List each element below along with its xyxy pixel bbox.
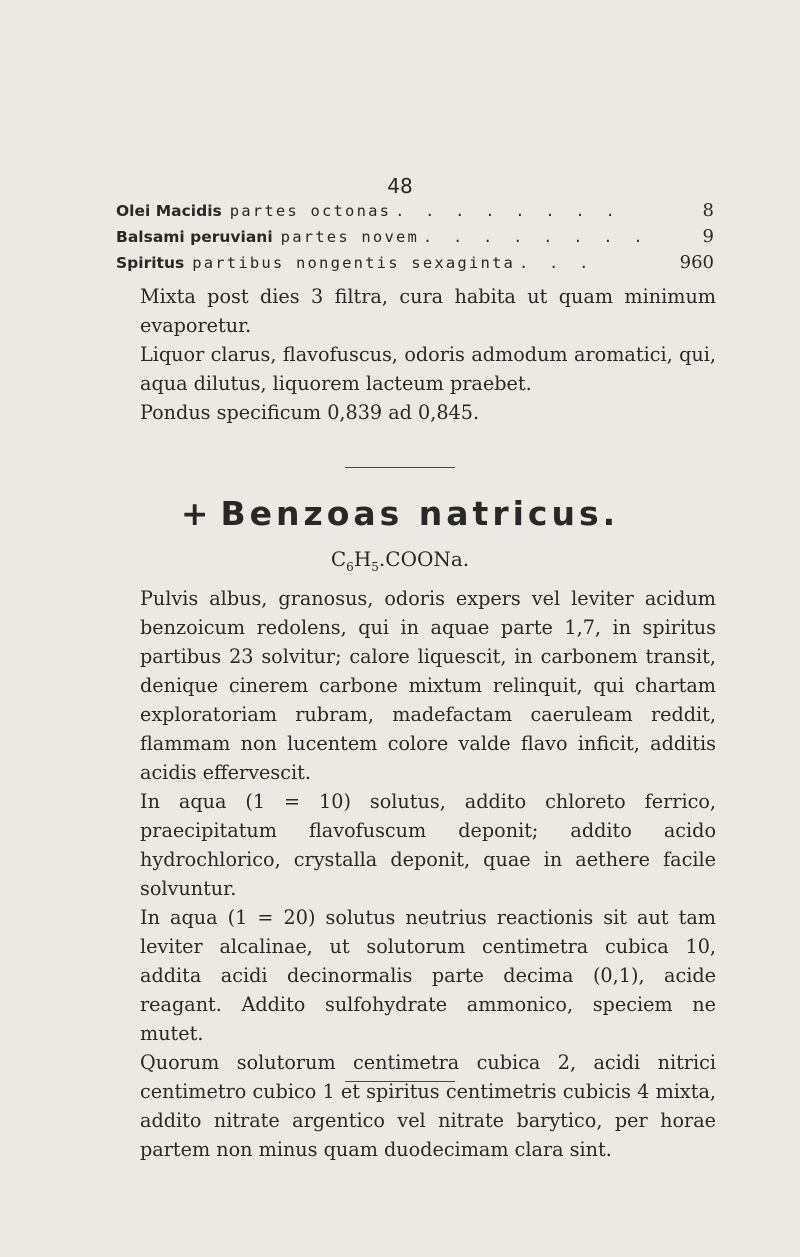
- paragraph: Pondus specificum 0,839 ad 0,845.: [140, 401, 480, 424]
- formula-element: C: [330, 547, 347, 571]
- ingredient-quantity-text: partibus nongentis sexaginta: [192, 254, 516, 272]
- paragraph: Quorum solutorum centimetra cubica 2, acidi nitrici centimetro cubico 1 et spiritus centimetris cubicis 4 mixta, addito nitrate argentico vel nitrate barytico, per horae partem non minus quam duodecimam clara sint.: [140, 1051, 716, 1161]
- formula-rest: .COONa.: [378, 547, 470, 571]
- recipe-line: [116, 200, 714, 226]
- ingredient-name: Olei Macidis: [116, 202, 222, 220]
- paragraph: Mixta post dies 3 filtra, cura habita ut quam minimum evaporetur.: [140, 285, 716, 337]
- section-heading: [0, 494, 800, 533]
- paragraph: Liquor clarus, flavofuscus, odoris admodum aromatici, qui, aqua dilutus, liquorem lacteum praebet.: [140, 343, 716, 395]
- section-divider: [345, 467, 455, 468]
- chemical-formula: [0, 547, 800, 574]
- paragraph: Pulvis albus, granosus, odoris expers vel leviter acidum benzoicum redolens, qui in aquae parte 1,7, in spiritus partibus 23 solvitur; calore liquescit, in carbonem transit, denique cinerem carbone mixtum relinquit, qui chartam exploratoriam rubram, madefactam caeruleam reddit, flammam non lucentem colore valde flavo inficit, additis acidis effervescit.: [140, 587, 716, 784]
- paragraph: In aqua (1 = 10) solutus, addito chloreto ferrico, praecipitatum flavofuscum deponit; addito acido hydrochlorico, crystalla deponit, quae in aethere facile solvuntur.: [140, 790, 716, 900]
- section-divider: [345, 1081, 455, 1082]
- paragraph: In aqua (1 = 20) solutus neutrius reactionis sit aut tam leviter alcalinae, ut solutorum centimetra cubica 10, addita acidi decinormalis parte decima (0,1), acide reagant. Addito sulfohydrate ammonico, speciem ne mutet.: [140, 906, 716, 1045]
- ingredient-amount: 9: [702, 226, 714, 247]
- ingredient-amount: 8: [702, 200, 714, 221]
- cross-mark-icon: +: [180, 494, 209, 533]
- dot-leader: . . . . . . . .: [423, 228, 649, 246]
- formula-element: H: [353, 547, 372, 571]
- section-title: Benzoas natricus.: [220, 494, 620, 533]
- ingredient-amount: 960: [679, 252, 714, 273]
- recipe-list: [116, 200, 714, 278]
- preparation-text: [116, 282, 716, 427]
- dot-leader: . . .: [519, 254, 595, 272]
- formula-subscript: 5: [371, 560, 379, 574]
- recipe-line: [116, 252, 714, 278]
- page-number: 48: [387, 174, 413, 198]
- ingredient-quantity-text: partes octonas: [229, 202, 392, 220]
- ingredient-name: Spiritus: [116, 254, 185, 272]
- formula-subscript: 6: [346, 560, 354, 574]
- dot-leader: . . . . . . . .: [395, 202, 621, 220]
- ingredient-quantity-text: partes novem: [280, 228, 420, 246]
- ingredient-name: Balsami peruviani: [116, 228, 273, 246]
- recipe-line: [116, 226, 714, 252]
- description-text: [116, 584, 716, 1164]
